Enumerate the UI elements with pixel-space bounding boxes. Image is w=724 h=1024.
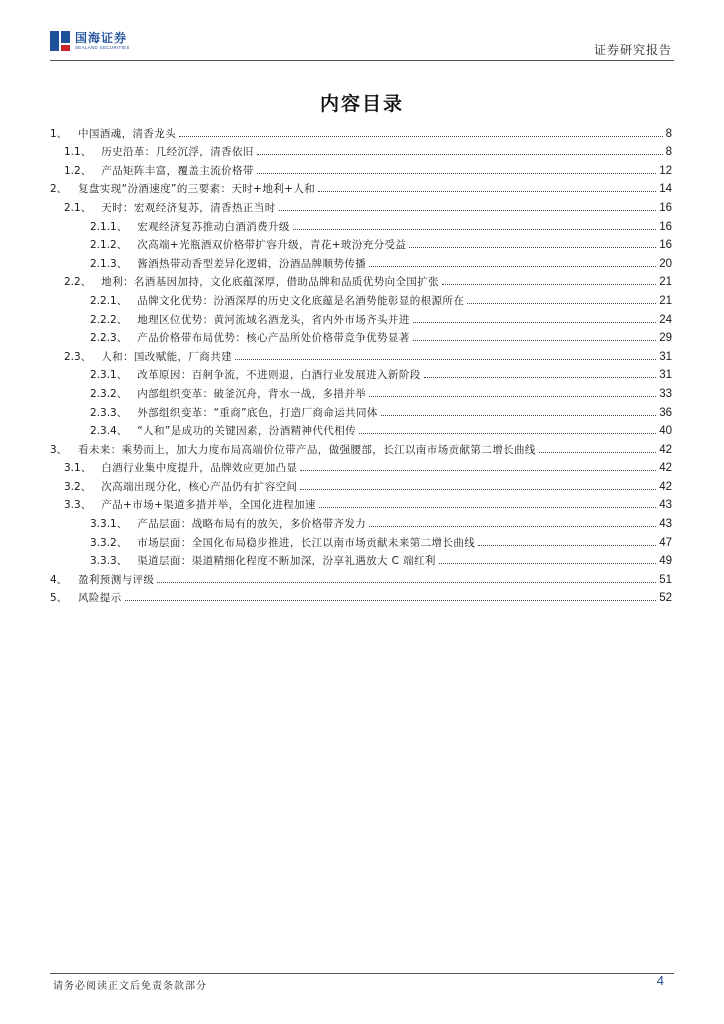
logo-name-en: SEALAND SECURITIES xyxy=(75,44,130,50)
toc-entry-title: 人和：国改赋能，厂商共建 xyxy=(101,350,233,363)
toc-entry-number: 1.1、 xyxy=(64,146,92,159)
toc-entry[interactable] xyxy=(50,437,672,456)
toc-dot-leader xyxy=(157,582,656,583)
toc-entry[interactable] xyxy=(50,419,672,438)
toc-dot-leader xyxy=(257,173,656,174)
toc-entry-number: 5、 xyxy=(50,592,68,605)
toc-entry-number: 2.3.2、 xyxy=(90,387,128,400)
toc-entry-title: 市场层面：全国化布局稳步推进，长江以南市场贡献未来第二增长曲线 xyxy=(137,536,476,549)
toc-entry-page: 8 xyxy=(665,146,672,159)
toc-entry-title: 宏观经济复苏推动白酒消费升级 xyxy=(137,220,290,233)
toc-entry-number: 2.3.3、 xyxy=(90,406,128,419)
toc-entry-page: 33 xyxy=(659,387,672,400)
toc-entry-title: 地利：名酒基因加持，文化底蕴深厚，借助品牌和品质优势向全国扩张 xyxy=(101,276,440,289)
toc-entry-title: 风险提示 xyxy=(78,592,122,605)
toc-entry-page: 16 xyxy=(659,220,672,233)
toc-entry[interactable] xyxy=(50,474,672,493)
page-header xyxy=(0,0,724,64)
toc-entry-title: 地理区位优势：黄河流域名酒龙头，省内外市场齐头并进 xyxy=(137,313,410,326)
toc-entry-page: 12 xyxy=(659,164,672,177)
toc-entry-number: 3.3、 xyxy=(64,499,92,512)
toc-entry-title: 历史沿革：几经沉浮，清香依旧 xyxy=(101,146,254,159)
footer-divider xyxy=(50,973,674,974)
toc-entry-number: 3.1、 xyxy=(64,462,92,475)
toc-entry-title: 酱酒热带动香型差异化逻辑，汾酒品牌顺势传播 xyxy=(137,257,367,270)
toc-entry-title: 渠道层面：渠道精细化程度不断加深，汾享礼遇放大 C 端红利 xyxy=(137,555,436,568)
toc-entry-page: 31 xyxy=(659,369,672,382)
toc-entry-page: 42 xyxy=(659,480,672,493)
toc-entry[interactable] xyxy=(50,140,672,159)
toc-entry[interactable] xyxy=(50,586,672,605)
toc-entry[interactable] xyxy=(50,456,672,475)
toc-entry[interactable] xyxy=(50,288,672,307)
toc-entry-page: 16 xyxy=(659,239,672,252)
logo-mark-icon xyxy=(50,31,70,51)
toc-dot-leader xyxy=(369,526,656,527)
toc-entry-page: 47 xyxy=(659,536,672,549)
toc-entry-page: 14 xyxy=(659,183,672,196)
toc-entry-page: 21 xyxy=(659,294,672,307)
toc-entry-number: 3.2、 xyxy=(64,480,92,493)
toc-entry-page: 42 xyxy=(659,443,672,456)
toc-dot-leader xyxy=(279,210,657,211)
logo-name-cn: 国海证券 xyxy=(75,30,128,45)
toc-dot-leader xyxy=(257,154,663,155)
toc-dot-leader xyxy=(478,545,656,546)
toc-entry-number: 2.3.4、 xyxy=(90,425,128,438)
toc-entry-number: 2.3.1、 xyxy=(90,369,128,382)
toc-dot-leader xyxy=(439,563,656,564)
toc-entry-page: 20 xyxy=(659,257,672,270)
toc-dot-leader xyxy=(319,507,656,508)
toc-heading: 内容目录 xyxy=(319,93,404,115)
toc-entry-number: 3.3.1、 xyxy=(90,518,128,531)
toc-entry[interactable] xyxy=(50,270,672,289)
toc-entry-page: 43 xyxy=(659,499,672,512)
report-type-label: 证券研究报告 xyxy=(593,43,672,57)
toc-dot-leader xyxy=(409,247,656,248)
toc-entry[interactable] xyxy=(50,233,672,252)
toc-entry-number: 3.3.3、 xyxy=(90,555,128,568)
toc-entry-title: 品牌文化优势：汾酒深厚的历史文化底蕴是名酒势能彰显的根源所在 xyxy=(137,294,465,307)
toc-entry[interactable] xyxy=(50,344,672,363)
toc-dot-leader xyxy=(235,359,656,360)
toc-dot-leader xyxy=(413,340,656,341)
toc-dot-leader xyxy=(539,452,656,453)
footer-disclaimer: 请务必阅读正文后免责条款部分 xyxy=(53,981,207,992)
toc-entry-title: 盈利预测与评级 xyxy=(78,573,155,586)
toc-entry-title: 白酒行业集中度提升，品牌效应更加凸显 xyxy=(101,462,298,475)
toc-entry[interactable] xyxy=(50,177,672,196)
toc-entry-title: 看未来：乘势而上，加大力度布局高端价位带产品，做强腰部，长江以南市场贡献第二增长曲线 xyxy=(78,443,536,456)
toc-dot-leader xyxy=(359,433,656,434)
toc-entry[interactable] xyxy=(50,326,672,345)
toc-entry[interactable] xyxy=(50,511,672,530)
toc-entry[interactable] xyxy=(50,400,672,419)
toc-entry[interactable] xyxy=(50,549,672,568)
toc-entry-title: 外部组织变革：“重商”底色，打造厂商命运共同体 xyxy=(137,406,378,419)
toc-entry-number: 2.2.1、 xyxy=(90,294,128,307)
toc-entry-page: 52 xyxy=(659,592,672,605)
toc-entry-page: 43 xyxy=(659,518,672,531)
toc-entry-title: 产品价格带布局优势：核心产品所处价格带竞争优势显著 xyxy=(137,332,410,345)
toc-entry[interactable] xyxy=(50,121,672,140)
toc-dot-leader xyxy=(125,600,657,601)
toc-dot-leader xyxy=(293,229,656,230)
toc-entry-number: 2.1.2、 xyxy=(90,239,128,252)
toc-entry-number: 2.2、 xyxy=(64,276,92,289)
toc-entry[interactable] xyxy=(50,567,672,586)
toc-entry-number: 2.2.3、 xyxy=(90,332,128,345)
toc-entry-number: 4、 xyxy=(50,573,68,586)
toc-entry-page: 8 xyxy=(665,127,672,140)
footer-page-number: 4 xyxy=(656,973,664,988)
company-logo xyxy=(50,30,130,52)
toc-entry-number: 2.2.2、 xyxy=(90,313,128,326)
toc-dot-leader xyxy=(300,470,656,471)
toc-entry[interactable] xyxy=(50,214,672,233)
toc-entry-title: 次高端出现分化，核心产品仍有扩容空间 xyxy=(101,480,298,493)
toc-entry-page: 31 xyxy=(659,350,672,363)
toc-entry[interactable] xyxy=(50,195,672,214)
toc-entry-number: 3.3.2、 xyxy=(90,536,128,549)
toc-entry[interactable] xyxy=(50,158,672,177)
toc-entry-title: 复盘实现“汾酒速度”的三要素：天时+地利+人和 xyxy=(78,183,316,196)
toc-entry-number: 1、 xyxy=(50,127,68,140)
toc-entry-page: 42 xyxy=(659,462,672,475)
toc-entry-title: 中国酒魂，清香龙头 xyxy=(78,127,177,140)
toc-entry-title: 产品+市场+渠道多措并举，全国化进程加速 xyxy=(101,499,316,512)
toc-entry-page: 24 xyxy=(659,313,672,326)
toc-entry-page: 21 xyxy=(659,276,672,289)
toc-entry-number: 2.1、 xyxy=(64,201,92,214)
toc-dot-leader xyxy=(442,284,656,285)
toc-entry-page: 36 xyxy=(659,406,672,419)
toc-entry-title: 产品矩阵丰富，覆盖主流价格带 xyxy=(101,164,254,177)
toc-entry-title: 天时：宏观经济复苏，清香热正当时 xyxy=(101,201,276,214)
toc-entry[interactable] xyxy=(50,251,672,270)
toc-entry-title: “人和”是成功的关键因素，汾酒精神代代相传 xyxy=(137,425,356,438)
toc-entry-page: 29 xyxy=(659,332,672,345)
toc-entry-page: 49 xyxy=(659,555,672,568)
toc-entry-title: 改革原因：百舸争流，不进则退，白酒行业发展进入新阶段 xyxy=(137,369,421,382)
toc-entry-number: 2、 xyxy=(50,183,68,196)
toc-dot-leader xyxy=(179,136,662,137)
toc-dot-leader xyxy=(369,396,656,397)
toc-dot-leader xyxy=(300,489,656,490)
toc-entry-page: 40 xyxy=(659,425,672,438)
toc-entry-page: 51 xyxy=(659,573,672,586)
toc-dot-leader xyxy=(381,415,656,416)
toc-entry-page: 16 xyxy=(659,201,672,214)
toc-dot-leader xyxy=(467,303,656,304)
toc-dot-leader xyxy=(318,191,656,192)
toc-entry-title: 内部组织变革：破釜沉舟，背水一战，多措并举 xyxy=(137,387,367,400)
table-of-contents xyxy=(50,121,672,604)
toc-entry-number: 2.1.1、 xyxy=(90,220,128,233)
toc-dot-leader xyxy=(413,322,656,323)
toc-entry-number: 2.1.3、 xyxy=(90,257,128,270)
toc-entry-number: 1.2、 xyxy=(64,164,92,177)
toc-dot-leader xyxy=(424,377,657,378)
toc-entry[interactable] xyxy=(50,363,672,382)
toc-entry[interactable] xyxy=(50,381,672,400)
toc-entry[interactable] xyxy=(50,530,672,549)
toc-entry[interactable] xyxy=(50,307,672,326)
toc-entry-title: 产品层面：战略布局有的放矢，多价格带齐发力 xyxy=(137,518,367,531)
toc-entry-number: 2.3、 xyxy=(64,350,92,363)
header-divider xyxy=(50,60,674,61)
toc-entry-title: 次高端+光瓶酒双价格带扩容升级，青花+玻汾充分受益 xyxy=(137,239,407,252)
toc-dot-leader xyxy=(369,266,656,267)
toc-entry-number: 3、 xyxy=(50,443,68,456)
toc-entry[interactable] xyxy=(50,493,672,512)
